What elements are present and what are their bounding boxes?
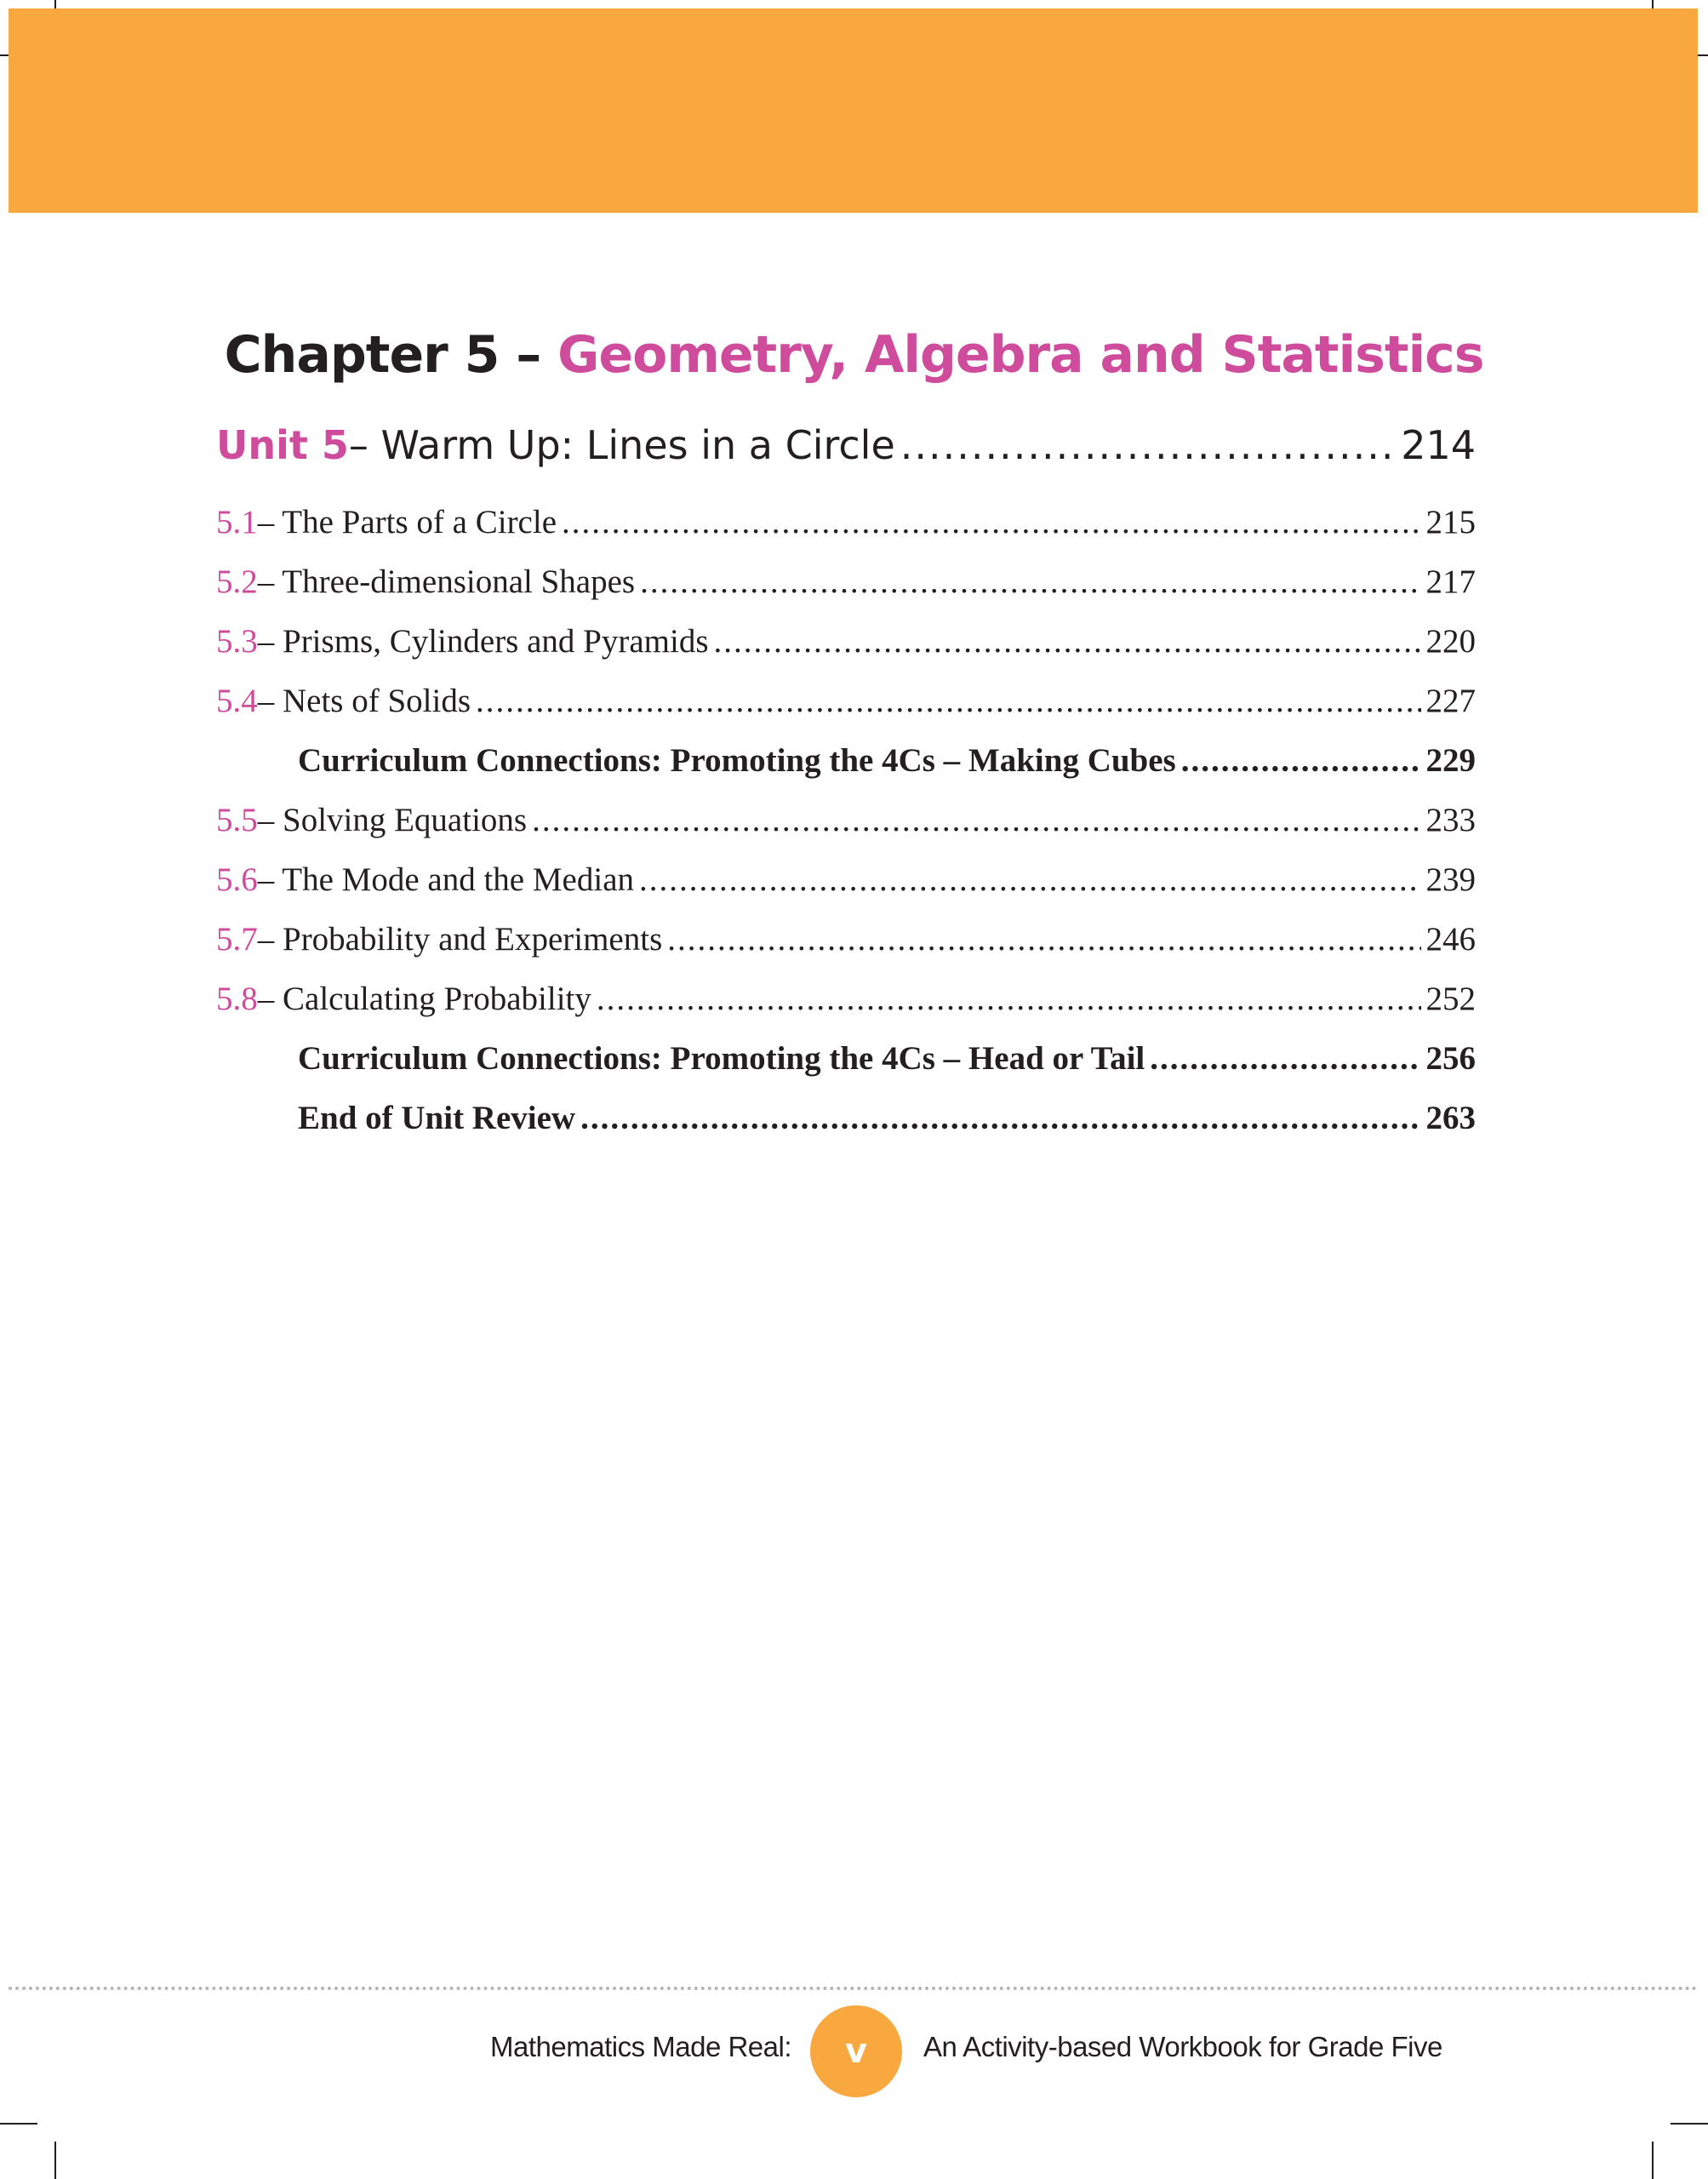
footer-divider	[9, 1987, 1698, 1990]
dot-leader	[597, 980, 1421, 1018]
entry-title: Curriculum Connections: Promoting the 4Cs – Making Cubes	[298, 742, 1176, 779]
footer-book-title: Mathematics Made Real:	[490, 2031, 791, 2062]
dot-leader	[580, 1099, 1420, 1137]
dot-leader	[639, 861, 1420, 899]
chapter-title	[0, 325, 1708, 385]
entry-page: 215	[1425, 504, 1476, 540]
toc-entry[interactable]	[216, 622, 1476, 661]
entry-number: 5.2	[216, 563, 258, 600]
chapter-name: Geometry, Algebra and Statistics	[557, 325, 1484, 385]
dot-leader	[714, 622, 1421, 661]
unit-page: 214	[1401, 422, 1476, 468]
dot-leader	[562, 503, 1420, 541]
entry-number: 5.6	[216, 861, 258, 898]
entry-title: – The Mode and the Median	[257, 861, 635, 898]
toc-entry-review[interactable]	[298, 1099, 1476, 1137]
entry-page: 229	[1425, 742, 1476, 779]
entry-page: 246	[1425, 921, 1476, 958]
toc-entry[interactable]	[216, 503, 1476, 541]
entry-page: 239	[1425, 861, 1476, 898]
toc-entry[interactable]	[216, 861, 1476, 899]
entry-title: – Nets of Solids	[257, 683, 471, 719]
header-banner	[9, 9, 1698, 213]
footer-subtitle: An Activity-based Workbook for Grade Five	[923, 2031, 1442, 2062]
entry-title: – Calculating Probability	[257, 981, 591, 1017]
toc-entry-curriculum[interactable]	[298, 741, 1476, 780]
crop-mark	[0, 2123, 37, 2125]
crop-mark	[1671, 2123, 1708, 2125]
crop-mark	[1652, 2142, 1654, 2179]
entry-page: 220	[1425, 623, 1476, 660]
crop-mark	[54, 2142, 56, 2179]
entry-number: 5.1	[216, 504, 258, 540]
unit-number: Unit 5	[216, 422, 349, 468]
entry-number: 5.7	[216, 921, 258, 958]
toc-entry[interactable]	[216, 980, 1476, 1018]
unit-title: – Warm Up: Lines in a Circle	[348, 422, 895, 468]
dot-leader	[900, 422, 1396, 468]
entry-page: 233	[1425, 802, 1476, 838]
toc-entry[interactable]	[216, 801, 1476, 839]
entry-number: 5.5	[216, 802, 258, 838]
chapter-label: Chapter 5 –	[224, 325, 558, 385]
dot-leader	[532, 801, 1420, 839]
toc-unit-row[interactable]	[216, 422, 1476, 468]
entry-number: 5.8	[216, 981, 258, 1017]
entry-number: 5.3	[216, 623, 258, 660]
entry-title: – Probability and Experiments	[257, 921, 663, 958]
toc-entry[interactable]	[216, 563, 1476, 601]
entry-page: 256	[1425, 1040, 1476, 1077]
dot-leader	[1150, 1039, 1420, 1078]
entry-number: 5.4	[216, 683, 258, 719]
dot-leader	[1181, 741, 1421, 780]
entry-title: – The Parts of a Circle	[257, 504, 557, 540]
entry-title: – Prisms, Cylinders and Pyramids	[257, 623, 709, 660]
dot-leader	[667, 920, 1420, 958]
page-number-badge: v	[810, 2005, 902, 2097]
toc-entry[interactable]	[216, 682, 1476, 720]
toc-entry[interactable]	[216, 920, 1476, 958]
entry-title: – Three-dimensional Shapes	[257, 563, 636, 600]
dot-leader	[640, 563, 1420, 601]
entry-title: End of Unit Review	[298, 1100, 576, 1136]
entry-page: 217	[1425, 563, 1476, 600]
toc-entry-curriculum[interactable]	[298, 1039, 1476, 1078]
entry-page: 252	[1425, 981, 1476, 1017]
dot-leader	[476, 682, 1420, 720]
entry-page: 263	[1425, 1100, 1476, 1136]
entry-page: 227	[1425, 683, 1476, 719]
entry-title: – Solving Equations	[257, 802, 528, 838]
entry-title: Curriculum Connections: Promoting the 4Cs – Head or Tail	[298, 1040, 1145, 1077]
